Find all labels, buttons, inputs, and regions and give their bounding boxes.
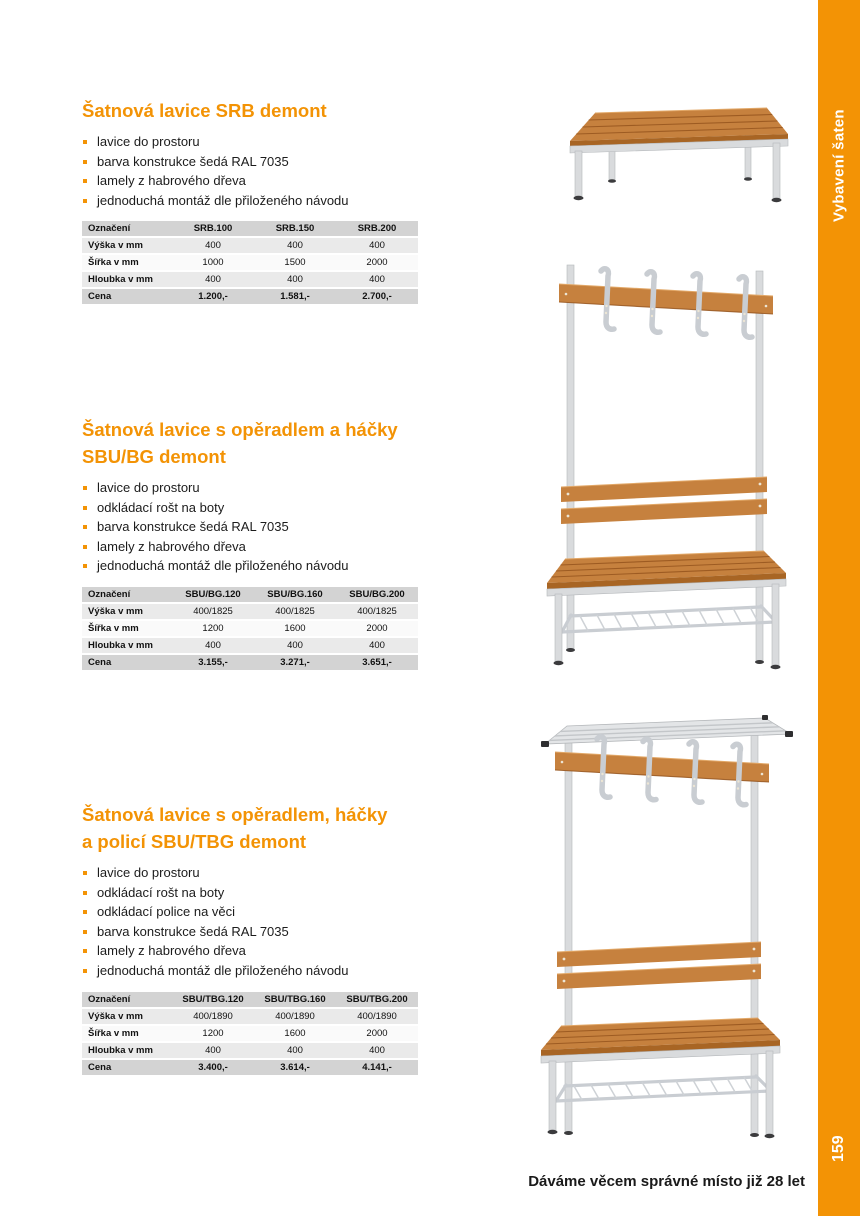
bench-shelf-illustration <box>525 712 818 1168</box>
footer-tagline: Dáváme věcem správné místo již 28 let <box>528 1173 805 1190</box>
product-title-line: Šatnová lavice SRB demont <box>82 100 327 121</box>
bullet-item: barva konstrukce šedá RAL 7035 <box>82 152 418 172</box>
cell-value: 400 <box>369 639 385 651</box>
cell-value: 4.141,- <box>362 1061 392 1073</box>
bullet-item: barva konstrukce šedá RAL 7035 <box>82 517 418 537</box>
bullet-item: lamely z habrového dřeva <box>82 537 418 557</box>
row-label: Hloubka v mm <box>88 639 153 651</box>
cell-value: 400 <box>369 274 385 286</box>
product-title-line: SBU/BG demont <box>82 446 226 467</box>
product-title-line: Šatnová lavice s opěradlem a háčky <box>82 419 398 440</box>
bench-hooks-illustration <box>535 253 812 677</box>
spec-table <box>82 587 418 670</box>
row-label: Označení <box>88 588 131 600</box>
bullet-item: lavice do prostoru <box>82 478 418 498</box>
table-row <box>82 1043 418 1058</box>
cell-value: 1200 <box>202 1027 224 1039</box>
cell-value: 400 <box>287 1044 303 1056</box>
cell-value: 400 <box>287 274 303 286</box>
product-section-sbu-tbg <box>82 801 418 1077</box>
bullet-item: lamely z habrového dřeva <box>82 171 418 191</box>
cell-value: 1000 <box>202 257 224 269</box>
row-label: Hloubka v mm <box>88 1044 153 1056</box>
cell-value: 3.614,- <box>280 1061 310 1073</box>
cell-value: SBU/TBG.120 <box>182 993 244 1005</box>
cell-value: SBU/BG.160 <box>267 588 323 600</box>
product-title-line: a policí SBU/TBG demont <box>82 831 307 852</box>
cell-value: 400/1825 <box>275 605 315 617</box>
table-row <box>82 221 418 236</box>
cell-value: 1200 <box>202 622 224 634</box>
table-row <box>82 655 418 670</box>
table-row <box>82 638 418 653</box>
table-row <box>82 1026 418 1041</box>
row-label: Šířka v mm <box>88 1027 139 1039</box>
table-row <box>82 587 418 602</box>
feature-list <box>82 478 418 576</box>
cell-value: 2000 <box>366 1027 388 1039</box>
bullet-item: jednoduchá montáž dle přiloženého návodu <box>82 191 418 211</box>
bullet-item: odkládací rošt na boty <box>82 883 418 903</box>
cell-value: SBU/BG.200 <box>349 588 405 600</box>
product-photo-bench-shelf <box>525 712 818 1168</box>
cell-value: 1600 <box>284 622 306 634</box>
cell-value: 400 <box>287 240 303 252</box>
cell-value: 2000 <box>366 257 388 269</box>
cell-value: 3.651,- <box>362 656 392 668</box>
table-row <box>82 238 418 253</box>
cell-value: 2000 <box>366 622 388 634</box>
cell-value: 400 <box>205 1044 221 1056</box>
cell-value: SRB.150 <box>275 223 315 235</box>
side-band <box>818 0 860 1216</box>
table-row <box>82 289 418 304</box>
table-row <box>82 255 418 270</box>
cell-value: SBU/TBG.200 <box>346 993 408 1005</box>
cell-value: SRB.100 <box>193 223 233 235</box>
product-photo-bench-simple <box>533 88 800 212</box>
product-title <box>82 801 418 855</box>
product-title-line: Šatnová lavice s opěradlem, háčky <box>82 804 388 825</box>
spec-table <box>82 992 418 1075</box>
chapter-tab: Vybavení šaten <box>830 109 848 223</box>
bullet-item: barva konstrukce šedá RAL 7035 <box>82 922 418 942</box>
cell-value: 1.200,- <box>198 291 228 303</box>
cell-value: 1600 <box>284 1027 306 1039</box>
table-row <box>82 1060 418 1075</box>
cell-value: 1500 <box>284 257 306 269</box>
bullet-item: lavice do prostoru <box>82 132 418 152</box>
row-label: Cena <box>88 1061 112 1073</box>
table-row <box>82 621 418 636</box>
product-section-sbu-bg <box>82 416 418 672</box>
bullet-item: odkládací rošt na boty <box>82 498 418 518</box>
feature-list <box>82 863 418 981</box>
row-label: Cena <box>88 656 112 668</box>
cell-value: 400 <box>205 639 221 651</box>
cell-value: 400/1890 <box>357 1010 397 1022</box>
table-row <box>82 272 418 287</box>
row-label: Výška v mm <box>88 1010 143 1022</box>
product-title <box>82 416 418 470</box>
bullet-item: odkládací police na věci <box>82 902 418 922</box>
cell-value: 400 <box>205 240 221 252</box>
cell-value: SBU/TBG.160 <box>264 993 326 1005</box>
row-label: Šířka v mm <box>88 257 139 269</box>
row-label: Cena <box>88 291 112 303</box>
cell-value: 2.700,- <box>362 291 392 303</box>
cell-value: 400/1890 <box>275 1010 315 1022</box>
table-row <box>82 992 418 1007</box>
spec-table <box>82 221 418 304</box>
cell-value: 400 <box>205 274 221 286</box>
cell-value: SRB.200 <box>357 223 397 235</box>
product-title <box>82 97 418 124</box>
bullet-item: jednoduchá montáž dle přiloženého návodu <box>82 556 418 576</box>
row-label: Šířka v mm <box>88 622 139 634</box>
bullet-item: jednoduchá montáž dle přiloženého návodu <box>82 961 418 981</box>
row-label: Hloubka v mm <box>88 274 153 286</box>
cell-value: 400/1825 <box>193 605 233 617</box>
cell-value: 400 <box>369 240 385 252</box>
bench-simple-illustration <box>533 88 800 212</box>
row-label: Označení <box>88 223 131 235</box>
bullet-item: lavice do prostoru <box>82 863 418 883</box>
cell-value: 400/1890 <box>193 1010 233 1022</box>
row-label: Označení <box>88 993 131 1005</box>
cell-value: 3.400,- <box>198 1061 228 1073</box>
row-label: Výška v mm <box>88 605 143 617</box>
cell-value: 400 <box>287 639 303 651</box>
table-row <box>82 604 418 619</box>
bullet-item: lamely z habrového dřeva <box>82 941 418 961</box>
cell-value: 3.155,- <box>198 656 228 668</box>
product-photo-bench-hooks <box>535 253 812 677</box>
row-label: Výška v mm <box>88 240 143 252</box>
page-number: 159 <box>830 1135 847 1163</box>
cell-value: 400/1825 <box>357 605 397 617</box>
cell-value: 3.271,- <box>280 656 310 668</box>
cell-value: SBU/BG.120 <box>185 588 241 600</box>
table-row <box>82 1009 418 1024</box>
feature-list <box>82 132 418 210</box>
product-section-srb <box>82 97 418 306</box>
cell-value: 400 <box>369 1044 385 1056</box>
cell-value: 1.581,- <box>280 291 310 303</box>
